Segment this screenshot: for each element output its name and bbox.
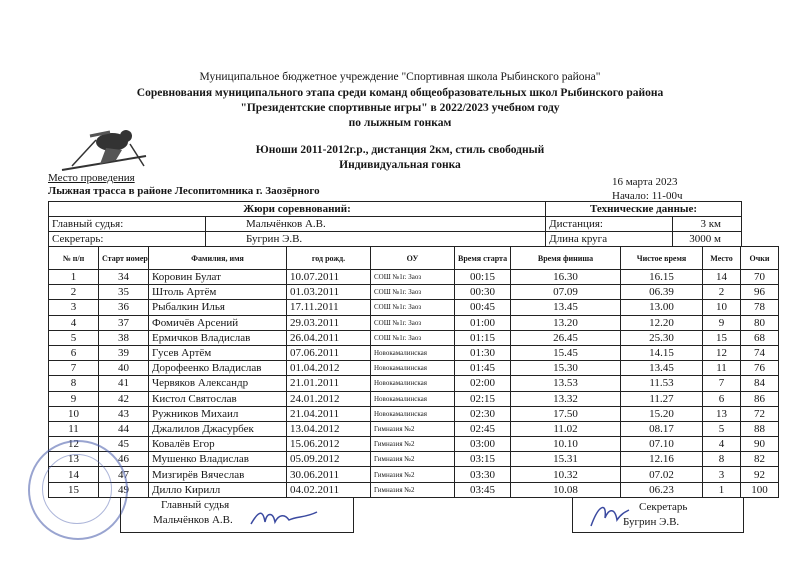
- tech-title: Технические данные:: [546, 202, 742, 217]
- race-date: 16 марта 2023: [612, 176, 678, 188]
- cell-name: Джалилов Джасурбек: [149, 421, 287, 436]
- cell-birth: 21.01.2011: [287, 376, 371, 391]
- cell-points: 100: [741, 482, 779, 497]
- cell-net: 13.00: [621, 300, 703, 315]
- cell-finish: 16.30: [511, 270, 621, 285]
- cell-place: 5: [703, 421, 741, 436]
- cell-bib: 47: [99, 467, 149, 482]
- col-header-start: Время старта: [455, 247, 511, 270]
- cell-number: 4: [49, 315, 99, 330]
- chief-signature-title: Главный судья: [161, 499, 230, 511]
- cell-school: Гимназия №2: [371, 482, 455, 497]
- cell-bib: 35: [99, 285, 149, 300]
- cell-name: Ермичков Владислав: [149, 330, 287, 345]
- cell-birth: 26.04.2011: [287, 330, 371, 345]
- lap-value: 3000 м: [673, 232, 742, 247]
- cell-number: 13: [49, 452, 99, 467]
- secretary-label: Секретарь:: [49, 232, 206, 247]
- cell-place: 8: [703, 452, 741, 467]
- cell-finish: 13.20: [511, 315, 621, 330]
- cell-place: 12: [703, 345, 741, 360]
- col-header-points: Очки: [741, 247, 779, 270]
- cell-name: Дилло Кирилл: [149, 482, 287, 497]
- cell-birth: 01.04.2012: [287, 361, 371, 376]
- cell-finish: 15.30: [511, 361, 621, 376]
- cell-number: 3: [49, 300, 99, 315]
- cell-birth: 04.02.2011: [287, 482, 371, 497]
- results-table: [48, 246, 779, 498]
- cell-name: Рыбалкин Илья: [149, 300, 287, 315]
- col-header-place: Место: [703, 247, 741, 270]
- secretary-signature-title: Секретарь: [639, 501, 688, 513]
- secretary-signature-icon: [587, 500, 631, 530]
- cell-bib: 43: [99, 406, 149, 421]
- table-row: [49, 421, 779, 436]
- table-row: [49, 330, 779, 345]
- cell-school: Гимназия №2: [371, 421, 455, 436]
- cell-school: Гимназия №2: [371, 467, 455, 482]
- cell-start: 03:00: [455, 437, 511, 452]
- secretary-signature-name: Бугрин Э.В.: [623, 516, 680, 528]
- cell-number: 15: [49, 482, 99, 497]
- table-row: [49, 361, 779, 376]
- cell-net: 06.39: [621, 285, 703, 300]
- secretary-signature-box: [572, 497, 744, 533]
- cell-net: 14.15: [621, 345, 703, 360]
- cell-birth: 21.04.2011: [287, 406, 371, 421]
- cell-place: 4: [703, 437, 741, 452]
- chief-signature-box: [120, 497, 354, 533]
- cell-birth: 30.06.2011: [287, 467, 371, 482]
- cell-bib: 46: [99, 452, 149, 467]
- cell-name: Дорофеенко Владислав: [149, 361, 287, 376]
- cell-school: Гимназия №2: [371, 452, 455, 467]
- cell-finish: 17.50: [511, 406, 621, 421]
- cell-points: 96: [741, 285, 779, 300]
- cell-name: Фомичёв Арсений: [149, 315, 287, 330]
- cell-bib: 34: [99, 270, 149, 285]
- venue-value: Лыжная трасса в районе Лесопитомника г. Заозёрного: [48, 185, 320, 197]
- secretary-name: Бугрин Э.В.: [206, 232, 546, 247]
- cell-finish: 10.08: [511, 482, 621, 497]
- cell-name: Червяков Александр: [149, 376, 287, 391]
- col-header-name: Фамилия, имя: [149, 247, 287, 270]
- cell-school: Новокамалинская: [371, 345, 455, 360]
- competition-title: Соревнования муниципального этапа среди команд общеобразовательных школ Рыбинского района: [136, 87, 664, 99]
- cell-name: Штоль Артём: [149, 285, 287, 300]
- cell-start: 01:30: [455, 345, 511, 360]
- cell-points: 84: [741, 376, 779, 391]
- cell-finish: 10.32: [511, 467, 621, 482]
- cell-number: 7: [49, 361, 99, 376]
- cell-birth: 01.03.2011: [287, 285, 371, 300]
- cell-name: Ружников Михаил: [149, 406, 287, 421]
- chief-judge-label: Главный судья:: [49, 217, 206, 232]
- cell-start: 00:30: [455, 285, 511, 300]
- cell-school: СОШ №1г. Заоз: [371, 300, 455, 315]
- cell-name: Ковалёв Егор: [149, 437, 287, 452]
- cell-finish: 13.45: [511, 300, 621, 315]
- cell-points: 80: [741, 315, 779, 330]
- cell-place: 7: [703, 376, 741, 391]
- cell-bib: 41: [99, 376, 149, 391]
- cell-finish: 15.45: [511, 345, 621, 360]
- cell-bib: 49: [99, 482, 149, 497]
- official-stamp-inner: [42, 454, 112, 524]
- cell-bib: 38: [99, 330, 149, 345]
- cell-name: Мизгирёв Вячеслав: [149, 467, 287, 482]
- cell-finish: 26.45: [511, 330, 621, 345]
- col-header-finish: Время финиша: [511, 247, 621, 270]
- lap-label: Длина круга: [546, 232, 673, 247]
- table-row: [49, 300, 779, 315]
- cell-net: 11.53: [621, 376, 703, 391]
- cell-place: 13: [703, 406, 741, 421]
- chief-signature-icon: [249, 506, 319, 530]
- cell-school: СОШ №1г. Заоз: [371, 270, 455, 285]
- cell-name: Коровин Булат: [149, 270, 287, 285]
- cell-start: 03:15: [455, 452, 511, 467]
- cell-finish: 10.10: [511, 437, 621, 452]
- cell-points: 88: [741, 421, 779, 436]
- cell-bib: 40: [99, 361, 149, 376]
- chief-judge-name: Мальчёнков А.В.: [206, 217, 546, 232]
- cell-birth: 07.06.2011: [287, 345, 371, 360]
- cell-name: Мушенко Владислав: [149, 452, 287, 467]
- cell-net: 12.20: [621, 315, 703, 330]
- cell-school: Новокамалинская: [371, 376, 455, 391]
- distance-label: Дистанция:: [546, 217, 673, 232]
- cell-bib: 39: [99, 345, 149, 360]
- venue-label: Место проведения: [48, 172, 135, 184]
- cell-birth: 24.01.2012: [287, 391, 371, 406]
- cell-points: 70: [741, 270, 779, 285]
- table-row: [49, 285, 779, 300]
- cell-number: 5: [49, 330, 99, 345]
- cell-bib: 44: [99, 421, 149, 436]
- table-row: [49, 406, 779, 421]
- cell-points: 68: [741, 330, 779, 345]
- cell-net: 25.30: [621, 330, 703, 345]
- table-row: [49, 345, 779, 360]
- cell-bib: 45: [99, 437, 149, 452]
- cell-points: 86: [741, 391, 779, 406]
- cell-points: 82: [741, 452, 779, 467]
- jury-title: Жюри соревнований:: [49, 202, 546, 217]
- cell-school: СОШ №1г. Заоз: [371, 330, 455, 345]
- cell-place: 9: [703, 315, 741, 330]
- cell-finish: 07.09: [511, 285, 621, 300]
- cell-birth: 17.11.2011: [287, 300, 371, 315]
- col-header-bib: Старт номер: [99, 247, 149, 270]
- cell-start: 02:15: [455, 391, 511, 406]
- cell-start: 02:00: [455, 376, 511, 391]
- cell-start: 02:30: [455, 406, 511, 421]
- race-type: Индивидуальная гонка: [339, 159, 461, 171]
- cell-place: 15: [703, 330, 741, 345]
- col-header-net: Чистое время: [621, 247, 703, 270]
- cell-place: 10: [703, 300, 741, 315]
- cell-start: 03:30: [455, 467, 511, 482]
- table-row: [49, 315, 779, 330]
- cell-place: 3: [703, 467, 741, 482]
- cell-school: Гимназия №2: [371, 437, 455, 452]
- table-row: [49, 467, 779, 482]
- cell-start: 02:45: [455, 421, 511, 436]
- table-row: [49, 270, 779, 285]
- table-row: [49, 437, 779, 452]
- results-header-row: [49, 247, 779, 270]
- info-table: [48, 201, 742, 247]
- cell-net: 08.17: [621, 421, 703, 436]
- cell-finish: 13.32: [511, 391, 621, 406]
- cell-birth: 10.07.2011: [287, 270, 371, 285]
- cell-birth: 13.04.2012: [287, 421, 371, 436]
- cell-school: СОШ №1г. Заоз: [371, 315, 455, 330]
- cell-finish: 15.31: [511, 452, 621, 467]
- cell-net: 13.45: [621, 361, 703, 376]
- cell-number: 11: [49, 421, 99, 436]
- chief-signature-name: Мальчёнков А.В.: [153, 514, 233, 526]
- cell-start: 01:00: [455, 315, 511, 330]
- cell-number: 14: [49, 467, 99, 482]
- cell-school: СОШ №1г. Заоз: [371, 285, 455, 300]
- cell-start: 00:45: [455, 300, 511, 315]
- cell-place: 6: [703, 391, 741, 406]
- cell-net: 15.20: [621, 406, 703, 421]
- cell-start: 00:15: [455, 270, 511, 285]
- cell-points: 72: [741, 406, 779, 421]
- results-body: [49, 270, 779, 498]
- cell-school: Новокамалинская: [371, 361, 455, 376]
- start-time: Начало: 11-00ч: [612, 190, 683, 202]
- cell-points: 78: [741, 300, 779, 315]
- col-header-school: ОУ: [371, 247, 455, 270]
- cell-place: 1: [703, 482, 741, 497]
- cell-birth: 05.09.2012: [287, 452, 371, 467]
- cell-number: 12: [49, 437, 99, 452]
- cell-place: 11: [703, 361, 741, 376]
- cell-name: Гусев Артём: [149, 345, 287, 360]
- cell-finish: 13.53: [511, 376, 621, 391]
- cell-number: 2: [49, 285, 99, 300]
- cell-start: 01:45: [455, 361, 511, 376]
- cell-birth: 29.03.2011: [287, 315, 371, 330]
- competition-subtitle: "Президентские спортивные игры" в 2022/2023 учебном году: [240, 102, 560, 114]
- table-row: [49, 391, 779, 406]
- category-title: Юноши 2011-2012г.р., дистанция 2км, стиль свободный: [255, 144, 545, 156]
- cell-net: 11.27: [621, 391, 703, 406]
- cell-birth: 15.06.2012: [287, 437, 371, 452]
- organization-name: Муниципальное бюджетное учреждение "Спортивная школа Рыбинского района": [199, 71, 601, 83]
- cell-number: 10: [49, 406, 99, 421]
- cell-name: Кистол Святослав: [149, 391, 287, 406]
- competition-sport: по лыжным гонкам: [348, 117, 452, 129]
- cell-school: Новокамалинская: [371, 391, 455, 406]
- table-row: [49, 452, 779, 467]
- cell-points: 92: [741, 467, 779, 482]
- cell-net: 16.15: [621, 270, 703, 285]
- cell-number: 6: [49, 345, 99, 360]
- table-row: [49, 482, 779, 497]
- cell-points: 74: [741, 345, 779, 360]
- cell-points: 90: [741, 437, 779, 452]
- cell-place: 2: [703, 285, 741, 300]
- cell-net: 06.23: [621, 482, 703, 497]
- col-header-birth: год рожд.: [287, 247, 371, 270]
- cell-net: 07.10: [621, 437, 703, 452]
- cell-start: 03:45: [455, 482, 511, 497]
- table-row: [49, 376, 779, 391]
- cell-net: 12.16: [621, 452, 703, 467]
- cell-bib: 36: [99, 300, 149, 315]
- cell-number: 8: [49, 376, 99, 391]
- cell-place: 14: [703, 270, 741, 285]
- cell-school: Новокамалинская: [371, 406, 455, 421]
- cell-number: 9: [49, 391, 99, 406]
- cell-finish: 11.02: [511, 421, 621, 436]
- cell-start: 01:15: [455, 330, 511, 345]
- cell-net: 07.02: [621, 467, 703, 482]
- col-header-number: № п/п: [49, 247, 99, 270]
- cell-bib: 37: [99, 315, 149, 330]
- cell-number: 1: [49, 270, 99, 285]
- distance-value: 3 км: [673, 217, 742, 232]
- cell-bib: 42: [99, 391, 149, 406]
- cell-points: 76: [741, 361, 779, 376]
